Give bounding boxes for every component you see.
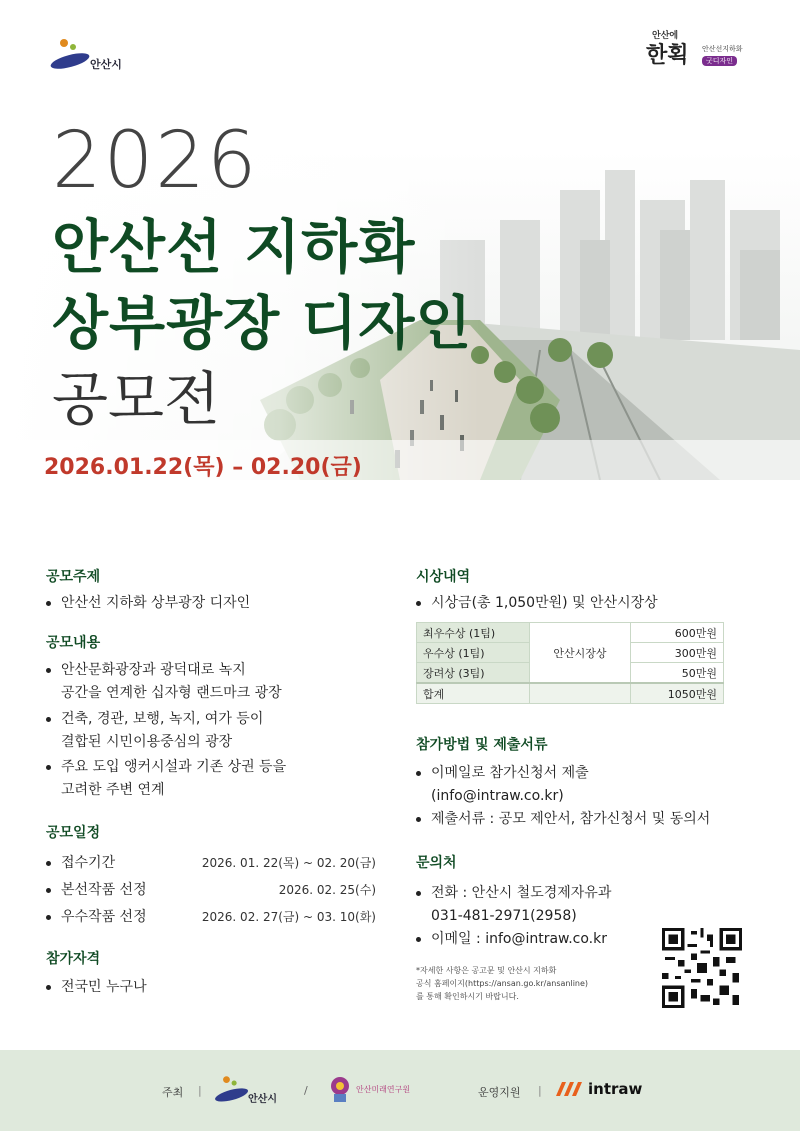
content-item: 건축, 경관, 보행, 녹지, 여가 등이 결합된 시민이용중심의 광장 xyxy=(46,708,263,754)
qr-code-icon[interactable] xyxy=(662,928,742,1008)
bullet-icon xyxy=(46,888,51,893)
footer xyxy=(0,1050,800,1131)
awards-table xyxy=(416,622,724,704)
award-amount: 600만원 xyxy=(631,623,724,643)
schedule-row: 본선작품 선정 2026. 02. 25(수) xyxy=(46,879,376,899)
intraw-mark-icon xyxy=(556,1080,586,1098)
contact-email[interactable]: 이메일 : info@intraw.co.kr xyxy=(416,928,607,951)
bullet-icon xyxy=(416,891,421,896)
theme-item: 안산선 지하화 상부광장 디자인 xyxy=(46,592,250,615)
total-empty-cell xyxy=(530,683,631,704)
partner-logo: 안산미래연구원 xyxy=(328,1076,428,1104)
ansan-emblem-icon xyxy=(48,34,93,74)
schedule-row: 접수기간 2026. 01. 22(목) ~ 02. 20(금) xyxy=(46,852,376,872)
schedule-heading: 공모일정 xyxy=(46,825,101,841)
schedule-row: 우수작품 선정 2026. 02. 27(금) ~ 03. 10(화) xyxy=(46,906,376,926)
award-label: 장려상 (3팀) xyxy=(417,663,530,684)
bullet-icon xyxy=(46,985,51,990)
badge-tag: 굿디자인 xyxy=(702,56,737,66)
hero-year: 2026 xyxy=(52,116,259,206)
host-label: 주최 xyxy=(162,1086,184,1099)
research-institute-icon xyxy=(328,1076,352,1104)
eligibility-heading: 참가자격 xyxy=(46,951,101,967)
bullet-icon xyxy=(46,668,51,673)
bullet-icon xyxy=(46,861,51,866)
table-total-row xyxy=(417,683,724,704)
divider: | xyxy=(198,1084,202,1097)
divider: | xyxy=(538,1084,542,1097)
method-item: 이메일로 참가신청서 제출 (info@intraw.co.kr) xyxy=(416,762,589,808)
intraw-logo: intraw xyxy=(556,1080,656,1104)
badge-sub: 안산선지하화 xyxy=(702,45,743,53)
eligibility-item: 전국민 누구나 xyxy=(46,976,147,999)
bullet-icon xyxy=(46,717,51,722)
award-amount: 300만원 xyxy=(631,643,724,663)
bullet-icon xyxy=(416,937,421,942)
badge-top: 안산에 xyxy=(652,31,679,41)
bullet-icon xyxy=(46,915,51,920)
hero-title-line3: 공모전 xyxy=(52,365,221,433)
badge-main: 한획 xyxy=(646,43,689,68)
bullet-icon xyxy=(416,771,421,776)
contact-phone: 전화 : 안산시 철도경제자유과 031-481-2971(2958) xyxy=(416,882,611,928)
award-label: 최우수상 (1팀) xyxy=(417,623,530,643)
theme-heading: 공모주제 xyxy=(46,569,101,585)
total-amount: 1050만원 xyxy=(631,683,724,704)
hero-title-line1: 안산선 지하화 xyxy=(52,213,416,281)
hero-title-line2: 상부광장 디자인 xyxy=(52,289,473,357)
awards-summary: 시상금(총 1,050만원) 및 안산시장상 xyxy=(416,592,658,615)
content-item: 주요 도입 앵커시설과 기존 상권 등을 고려한 주변 연계 xyxy=(46,756,286,802)
method-heading: 참가방법 및 제출서류 xyxy=(416,737,548,753)
award-label: 우수상 (1팀) xyxy=(417,643,530,663)
ansan-emblem-icon xyxy=(212,1072,252,1106)
content-item: 안산문화광장과 광덕대로 녹지 공간을 연계한 십자형 랜드마크 광장 xyxy=(46,659,282,705)
campaign-badge xyxy=(640,26,760,74)
method-item: 제출서류 : 공모 제안서, 참가신청서 및 동의서 xyxy=(416,808,710,831)
bullet-icon xyxy=(416,817,421,822)
bullet-icon xyxy=(416,601,421,606)
total-label: 합계 xyxy=(417,683,530,704)
award-merged-cell: 안산시장상 xyxy=(530,623,631,684)
support-label: 운영지원 xyxy=(478,1086,521,1099)
bullet-icon xyxy=(46,765,51,770)
contest-period: 2026.01.22(목) – 02.20(금) xyxy=(44,455,362,480)
bullet-icon xyxy=(46,601,51,606)
contact-heading: 문의처 xyxy=(416,855,457,871)
content-heading: 공모내용 xyxy=(46,635,101,651)
footnote: *자세한 사항은 공고문 및 안산시 지하화 공식 홈페이지(https://ansan.go.kr/ansanline) 를 통해 확인하시기 바랍니다. xyxy=(416,966,589,1001)
table-row xyxy=(417,623,724,643)
ansan-logo-text: 안산시 xyxy=(90,58,122,71)
separator: / xyxy=(304,1084,308,1097)
award-amount: 50만원 xyxy=(631,663,724,684)
awards-heading: 시상내역 xyxy=(416,569,471,585)
ansan-city-logo xyxy=(48,34,168,74)
footer-ansan-logo: 안산시 xyxy=(212,1072,292,1108)
